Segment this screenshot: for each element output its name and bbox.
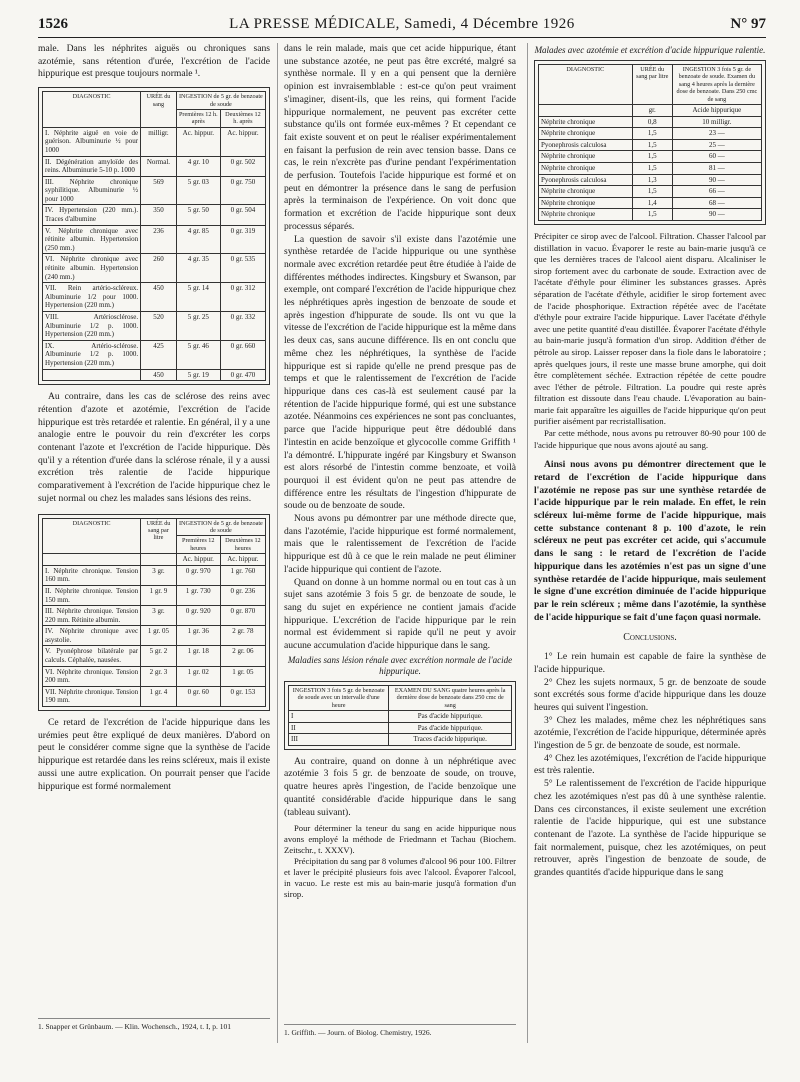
table-3	[288, 685, 512, 746]
table-cell: 0,8	[632, 116, 672, 128]
page-number: 1526	[38, 16, 68, 32]
table-cell: Pyonephrosis calculosa	[539, 139, 633, 151]
table-row	[43, 283, 266, 312]
table-subheader: gr.	[632, 105, 672, 117]
table-cell: III. Néphrite chronique syphilitique. Albuminurie ½ pour 1000	[43, 176, 141, 205]
table-row	[43, 686, 266, 706]
table-cell: 5 gr. 03	[176, 176, 220, 205]
table-row	[43, 176, 266, 205]
table-cell: Ac. hippur.	[220, 127, 265, 156]
table-cell: 1,5	[632, 151, 672, 163]
table-header: DIAGNOSTIC	[43, 518, 141, 554]
table-cell: 1 gr. 05	[220, 666, 265, 686]
table-cell: 1,5	[632, 139, 672, 151]
table-caption: Maladies sans lésion rénale avec excrétion normale de l'acide hippurique.	[287, 654, 513, 676]
table-row	[539, 174, 762, 186]
paragraph: Au contraire, dans les cas de sclérose des reins avec rétention d'azote et azotémie, l'excrétion de l'acide hippurique est très retardée et ralentie. En général, il y a une analogie entre le pouvoir du rein d'excréter les corps contenant l'azote et l'excrétion de l'acide hippurique. Dès qu'il y a rétention d'urée dans la sclérose rénale, il y a aussi excrétion très ralentie de l'acide hippurique comparativement à l'excrétion de l'acide hippurique chez le sujet normal ou chez les malades sans lésions des reins.	[38, 391, 270, 504]
table-cell: 68 —	[672, 197, 761, 209]
table-cell: Néphrite chronique	[539, 163, 633, 175]
table-cell: III	[289, 734, 389, 746]
table-cell: 5 gr. 46	[176, 340, 220, 369]
table-cell: 0 gr. 153	[220, 686, 265, 706]
table-cell: 0 gr. 920	[176, 606, 220, 626]
conclusion-item: 5° Le ralentissement de l'excrétion de l'acide hippurique chez les azotémiques n'est pas dû à une synthèse ralentie. Dans ces circonstances, il existe seulement une excrétion ralentie de l'acide hippurique, qui est une substance contenant de l'azote. La synthèse de l'acide hippurique se fait normalement, puisque, chez les azotémiques, on peut retrouver, après l'ingestion de benzoate de soude, de grandes quantités d'acide hippurique dans le sang	[534, 778, 766, 879]
table-cell: Ac. hippur.	[176, 127, 220, 156]
table-cell	[43, 369, 141, 381]
paragraph: Par cette méthode, nous avons pu retrouver 80-90 pour 100 de l'acide hippurique que nous avons ajouté au sang.	[534, 428, 766, 450]
conclusion-item: 3° Chez les malades, même chez les néphrétiques sans azotémie, l'excrétion de l'acide hippurique, déterminée après l'ingestion de 5 gr. de benzoate de soude, est normale.	[534, 714, 767, 752]
table-cell: 1,5	[632, 163, 672, 175]
table-cell: Néphrite chronique	[539, 151, 633, 163]
table-cell: III. Néphrite chronique. Tension 220 mm. Rétinite albumin.	[43, 606, 141, 626]
paragraph: Précipiter ce sirop avec de l'alcool. Filtration. Chasser l'alcool par distillation in vacuo. Évaporer le reste au bain-marie jusqu'à ce que les dernières traces de l'alcool aient disparu. Alcaliniser le sirop fortement avec du carbonate de soude. Extraction avec de l'acétate d'éthyle pour éliminer les substances grasses. Après séparation de l'acétate d'éthyle, acidifier le sirop fortement avec de l'acide phosphorique. Extraction répétée avec de l'acétate d'éthyle pour extraire l'acide hippurique. Laver l'acétate d'éthyle avec une petite quantité d'eau distillée. Évaporer l'acétate d'éthyle au bain-marie jusqu'à formation d'un sirop. Addition d'éther de pétrole au sirop. Laisser reposer dans la fiole dans le laboratoire ; après quelques jours, il reste une masse brune amorphe, qui doit être complètement séchée. Extraction répétée de cette poudre avec l'éther de pétrole. Filtration. La poudre qui reste après filtration est dissoute dans l'eau chaude. L'évaporation au bain-marie fait apparaître les aiguilles de l'acide hippurique qu'on peut purifier aisément par recristallisation.	[534, 230, 766, 427]
table-row	[43, 225, 266, 254]
table-cell: 569	[141, 176, 177, 205]
paragraph: male. Dans les néphrites aiguës ou chroniques sans azotémie, sans rétention d'urée, l'excrétion de l'acide hippurique est presque toujours normale ¹.	[38, 43, 270, 80]
table-cell: V. Néphrite chronique avec rétinite albumin. Hypertension (250 mm.)	[43, 225, 141, 254]
table-cell: 90 —	[672, 209, 761, 221]
table-cell: Néphrite chronique	[539, 209, 633, 221]
table-cell: VI. Néphrite chronique avec rétinite albumin. Hypertension (240 mm.)	[43, 254, 141, 283]
page-header	[38, 14, 766, 36]
table-cell: 3 gr.	[141, 565, 177, 585]
table-cell: Pas d'acide hippurique.	[389, 710, 512, 722]
table-cell: II	[289, 722, 389, 734]
paragraph: Précipitation du sang par 8 volumes d'alcool 96 pour 100. Filtrer et laver le précipité plusieurs fois avec l'alcool. Évaporer l'alcool, in vacuo. Le reste est mis au bain-marie jusqu'à formation d'un sirop.	[284, 856, 516, 900]
table-cell: Néphrite chronique	[539, 116, 633, 128]
table-cell: 4 gr. 35	[176, 254, 220, 283]
table-cell: 4 gr. 10	[176, 156, 220, 176]
table-cell: 60 —	[672, 151, 761, 163]
table-cell: 1 gr. 4	[141, 686, 177, 706]
section-title: Conclusions.	[623, 632, 677, 644]
table-cell: 2 gr. 06	[220, 646, 265, 666]
table-cell: II. Néphrite chronique. Tension 150 mm.	[43, 585, 141, 605]
table-cell: IX. Artério-sclérose. Albuminurie 1/2 p. 1000. Hypertension (220 mm.)	[43, 340, 141, 369]
table-header: Deuxièmes 12 heures	[220, 536, 265, 554]
table-header: Premières 12 heures	[176, 536, 220, 554]
table-cell: 1,5	[632, 128, 672, 140]
table-header: URÉE du sang par litre	[141, 518, 177, 554]
table-cell: 0 gr. 504	[220, 205, 265, 225]
table-cell: Pyonephrosis calculosa	[539, 174, 633, 186]
table-cell: 1,5	[632, 209, 672, 221]
table-cell: 25 —	[672, 139, 761, 151]
table-cell: VII. Néphrite chronique. Tension 190 mm.	[43, 686, 141, 706]
table-header: EXAMEN DU SANG quatre heures après la dernière dose de benzoate dans 250 cmc de sang	[389, 685, 512, 710]
table-row	[43, 565, 266, 585]
table-header: INGESTION 3 fois 5 gr. de benzoate de soude. Examen du sang 4 heures après la dernière dose de benzoate. Dans 250 cmc de sang	[672, 65, 761, 105]
footnote: 1. Griffith. — Journ. of Biolog. Chemistry, 1926.	[284, 1024, 516, 1037]
table-header: URÉE du sang	[141, 92, 177, 128]
table-row	[43, 369, 266, 381]
table-cell: IV. Hypertension (220 mm.). Traces d'albumine	[43, 205, 141, 225]
table-cell: 236	[141, 225, 177, 254]
table-cell: I	[289, 710, 389, 722]
table-cell: 5 gr. 19	[176, 369, 220, 381]
table-row	[43, 312, 266, 341]
table-row	[43, 626, 266, 646]
table-4-box	[534, 60, 766, 225]
table-cell: 350	[141, 205, 177, 225]
column-divider	[527, 43, 528, 1043]
table-cell: 520	[141, 312, 177, 341]
table-row	[289, 722, 512, 734]
table-caption: Malades avec azotémie et excrétion d'acide hippurique ralentie.	[534, 45, 766, 55]
table-cell: 1,3	[632, 174, 672, 186]
table-cell: 1 gr. 730	[176, 585, 220, 605]
column-1	[38, 43, 270, 793]
table-row	[539, 151, 762, 163]
table-header: INGESTION de 5 gr. de benzoate de soude	[176, 92, 265, 110]
table-row	[289, 734, 512, 746]
table-row	[43, 606, 266, 626]
table-cell: 90 —	[672, 174, 761, 186]
conclusion-item: 4° Chez les azotémiques, l'excrétion de l'acide hippurique est très ralentie.	[534, 752, 766, 777]
paragraph: Quand on donne à un homme normal ou en tout cas à un sujet sans azotémie 3 fois 5 gr. de benzoate de soude, le sang du sujet en expérience ne contient jamais d'acide hippurique. L'excrétion de l'acide hippurique par le rein normal est évidemment si rapide qu'il ne peut y avoir aucune accumulation d'acide hippurique dans le sang.	[284, 576, 516, 652]
table-cell: 1 gr. 02	[176, 666, 220, 686]
table-cell: 0 gr. 319	[220, 225, 265, 254]
table-cell	[43, 554, 141, 566]
table-row	[43, 205, 266, 225]
table-row	[43, 554, 266, 566]
table-cell: 5 gr. 2	[141, 646, 177, 666]
table-row	[539, 163, 762, 175]
table-2	[42, 518, 266, 708]
table-cell: 0 gr. 312	[220, 283, 265, 312]
table-cell: 66 —	[672, 186, 761, 198]
table-cell: 425	[141, 340, 177, 369]
table-1	[42, 91, 266, 381]
table-header: DIAGNOSTIC	[539, 65, 633, 105]
table-cell: 2 gr. 3	[141, 666, 177, 686]
table-cell: Normal.	[141, 156, 177, 176]
table-cell: 260	[141, 254, 177, 283]
table-cell: Néphrite chronique	[539, 128, 633, 140]
table-header: URÉE du sang par litre	[632, 65, 672, 105]
paragraph: Pour déterminer la teneur du sang en acide hippurique nous avons employé la méthode de Friedmann et Tachau (Biochem. Zeitschr., t. XXXV).	[284, 823, 516, 856]
table-cell: Traces d'acide hippurique.	[389, 734, 512, 746]
table-cell: IV. Néphrite chronique avec asystolie.	[43, 626, 141, 646]
table-row	[289, 710, 512, 722]
column-3	[534, 43, 766, 880]
table-cell: Néphrite chronique	[539, 197, 633, 209]
issue-number: N° 97	[730, 16, 766, 32]
table-cell: 5 gr. 50	[176, 205, 220, 225]
table-cell: II. Dégénération amyloïde des reins. Albuminurie 5-10 p. 1000	[43, 156, 141, 176]
table-2-box	[38, 514, 270, 712]
table-cell: 0 gr. 750	[220, 176, 265, 205]
table-3-box	[284, 681, 516, 750]
table-cell: 4 gr. 85	[176, 225, 220, 254]
paragraph: Nous avons pu démontrer par une méthode directe que, dans l'azotémie, l'acide hippurique est formé normalement, mais que le ralentissement de l'excrétion de l'acide hippurique est dû à ce que le rein malade ne peut éliminer l'acide hippurique qui contient de l'azote.	[284, 513, 516, 575]
table-cell: V. Pyonéphrose bilatérale par calculs. Céphalée, nausées.	[43, 646, 141, 666]
table-row	[539, 139, 762, 151]
table-cell: 1 gr. 9	[141, 585, 177, 605]
paragraph: Au contraire, quand on donne à un néphrétique avec azotémie 3 fois 5 gr. de benzoate de soude, on trouve, quatre heures après l'ingestion, de l'acide benzoïque une quantité considérable d'acide hippurique dans le sang (tableau suivant).	[284, 755, 516, 818]
table-cell: 5 gr. 14	[176, 283, 220, 312]
table-cell: 0 gr. 470	[220, 369, 265, 381]
table-cell: I. Néphrite aiguë en voie de guérison. Albuminurie ½ pour 1000	[43, 127, 141, 156]
table-cell: Ac. hippur.	[220, 554, 265, 566]
column-divider	[277, 43, 278, 1043]
table-cell: VI. Néphrite chronique. Tension 200 mm.	[43, 666, 141, 686]
table-cell: Ac. hippur.	[176, 554, 220, 566]
table-cell: 0 gr. 60	[176, 686, 220, 706]
table-cell	[141, 554, 177, 566]
table-row	[43, 156, 266, 176]
table-4	[538, 64, 762, 221]
table-cell: 1,4	[632, 197, 672, 209]
footnote: 1. Snapper et Grünbaum. — Klin. Wochensch., 1924, t. I, p. 101	[38, 1018, 270, 1031]
table-row	[43, 340, 266, 369]
table-row	[539, 116, 762, 128]
table-cell: 0 gr. 970	[176, 565, 220, 585]
table-cell: 1 gr. 18	[176, 646, 220, 666]
table-row	[43, 585, 266, 605]
table-cell: 1 gr. 05	[141, 626, 177, 646]
table-cell: milligr.	[141, 127, 177, 156]
table-header: Premières 12 h. après	[176, 109, 220, 127]
table-cell: 81 —	[672, 163, 761, 175]
table-cell: 450	[141, 283, 177, 312]
table-cell: 1 gr. 760	[220, 565, 265, 585]
table-row	[43, 254, 266, 283]
table-cell: 0 gr. 870	[220, 606, 265, 626]
table-header: DIAGNOSTIC	[43, 92, 141, 128]
table-subheader: Acide hippurique	[672, 105, 761, 117]
table-cell: 2 gr. 78	[220, 626, 265, 646]
table-subheader	[539, 105, 633, 117]
table-row	[539, 186, 762, 198]
table-row	[539, 209, 762, 221]
header-rule	[38, 37, 766, 38]
table-row	[43, 666, 266, 686]
table-row	[539, 197, 762, 209]
table-1-box	[38, 87, 270, 385]
conclusion-item: 1° Le rein humain est capable de faire la synthèse de l'acide hippurique.	[534, 651, 766, 675]
table-cell: 0 gr. 502	[220, 156, 265, 176]
table-row	[43, 127, 266, 156]
table-header: INGESTION de 5 gr. de benzoate de soude	[176, 518, 265, 536]
table-cell: Néphrite chronique	[539, 186, 633, 198]
table-cell: 10 milligr.	[672, 116, 761, 128]
journal-title: LA PRESSE MÉDICALE, Samedi, 4 Décembre 1926	[229, 16, 575, 32]
table-cell: 23 —	[672, 128, 761, 140]
paragraph: Ce retard de l'excrétion de l'acide hippurique dans les urémies peut être expliqué de deux manières. D'abord on peut le considérer comme signe que la synthèse de l'acide hippurique est retardée dans les reins scléreux, mais il existe aussi une autre explication. On pourrait penser que l'acide hippurique est formé normalement	[38, 717, 270, 792]
table-cell: I. Néphrite chronique. Tension 160 mm.	[43, 565, 141, 585]
table-cell: 450	[141, 369, 177, 381]
table-header: INGESTION 3 fois 5 gr. de benzoate de soude avec un intervalle d'une heure	[289, 685, 389, 710]
table-cell: 0 gr. 660	[220, 340, 265, 369]
paragraph: dans le rein malade, mais que cet acide hippurique, étant une substance azotée, ne peut pas être excrété, malgré sa synthèse normale. Il y en a qui pensent que la dernière opinion est invraisemblable : est-ce qu'on peut vraiment s'imaginer, disent-ils, que les reins, qui forment l'acide hippurique normalement, ne peuvent pas excréter cette substance qu'ils ont formée eux-mêmes ? Et cependant ce fait existe souvent et on peut le réaliser expérimentalement en faisant la perfusion de rein avec tension basse. Dans ce cas, le rein n'excrète pas d'urine pendant l'expérimentation de perfusion. Toutefois l'acide hippurique est formé et on peut en démontrer la présence dans le sang de perfusion après la terminaison de l'expérience. On voit donc que formation et excrétion de l'acide hippurique sont deux processus séparés.	[284, 43, 516, 232]
conclusions-list	[534, 651, 766, 880]
table-cell: 0 gr. 332	[220, 312, 265, 341]
table-cell: VII. Rein artério-scléreux. Albuminurie 1/2 pour 1000. Hypertension (220 mm.)	[43, 283, 141, 312]
table-cell: 1 gr. 36	[176, 626, 220, 646]
table-cell: 0 gr. 535	[220, 254, 265, 283]
table-cell: 1,5	[632, 186, 672, 198]
table-cell: 3 gr.	[141, 606, 177, 626]
table-row	[539, 128, 762, 140]
table-row	[43, 646, 266, 666]
table-header: Deuxièmes 12 h. après	[220, 109, 265, 127]
conclusion-item: 2° Chez les sujets normaux, 5 gr. de benzoate de soude sont excrétés sous forme d'acide hippurique dans les douze heures qui suivent l'ingestion.	[534, 676, 766, 713]
table-cell: Pas d'acide hippurique.	[389, 722, 512, 734]
table-cell: 5 gr. 25	[176, 312, 220, 341]
column-2	[284, 43, 516, 900]
table-cell: VIII. Artériosclérose. Albuminurie 1/2 p. 1000. Hypertension (220 mm.)	[43, 312, 141, 341]
table-cell: 0 gr. 236	[220, 585, 265, 605]
paragraph: Ainsi nous avons pu démontrer directement que le retard de l'excrétion de l'acide hippurique dans l'azotémie ne repose pas sur une synthèse retardée de l'acide hippurique par le rein malade. En effet, le rein scléreux lui-même forme de l'acide hippurique, mais cette substance contenant 8 p. 100 d'azote, le rein scléreux ne peut pas excréter cet acide, qui s'accumule dans le sang : le retard de l'excrétion de l'acide hippurique dans les azotémies n'est pas un signe d'une synthèse retardée de l'acide hippurique, mais seulement le signe d'une excrétion diminuée de l'acide hippurique par le rein scléreux ; même dans l'azotémie, la synthèse de l'acide hippurique se fait d'une façon quasi normale.	[534, 459, 766, 623]
paragraph: La question de savoir s'il existe dans l'azotémie une synthèse retardée de l'acide hippurique ou une synthèse normale avec excrétion retardée peut être étudiée à l'aide de différentes méthodes indirectes. Kingsbury et Swanson, par exemple, ont comparé l'excrétion de l'acide hippurique chez les néphrétiques après ingestion de benzoate de soude et après ingestion d'hippurate de soude. Ils ont vu que la vitesse de l'excrétion de l'acide hippurique est la même dans les deux cas, sans aucune différence. Ils en ont conclu que même chez les néphrétiques, la synthèse de l'acide hippurique est si rapide qu'elle ne prend presque pas de temps et que le ralentissement de l'excrétion de l'acide hippurique dans ces cas-là est seulement causé par la rétention de l'acide hippurique formé, qui est une substance azotée. Néanmoins ces expériences ne sont pas concluantes, parce que l'acide hippurique peut être dédoublé dans l'intestin en acide benzoïque et glycocolle comme Griffith ¹ l'a démontré. L'hippurate ingéré par Kingsbury et Swanson est alors résorbé de l'intestin comme benzoate, et voilà pourquoi il est évident qu'on ne peut pas attendre de différence entre les résultats de l'ingestion d'hippurate de soude ou de benzoate de soude.	[284, 233, 516, 512]
